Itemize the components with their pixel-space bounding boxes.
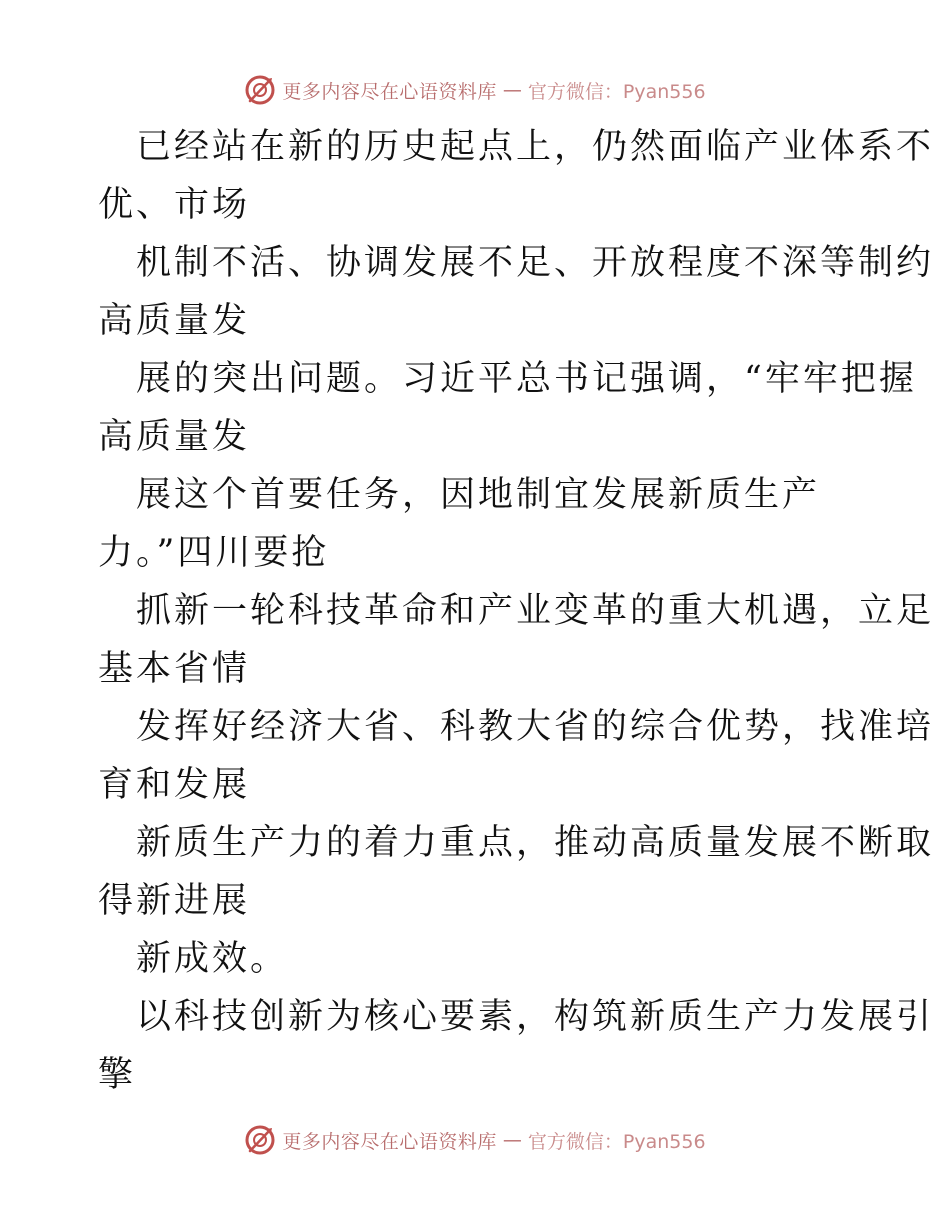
text-line: 展这个首要任务，因地制宜发展新质生产 [136,475,821,515]
text-line: 力。”四川要抢 [98,533,330,573]
text-line: 新成效。 [136,939,289,979]
header-separator: — [502,79,522,101]
library-logo-icon [244,1124,276,1156]
text-line: 已经站在新的历史起点上，仍然面临产业体系不 [136,127,935,167]
text-line: 新质生产力的着力重点，推动高质量发展不断取 [136,823,935,863]
footer-banner [0,1120,950,1160]
text-line: 育和发展 [98,765,251,805]
library-logo-icon [244,74,276,106]
text-line: 优、市场 [98,185,251,225]
text-line: 高质量发 [98,301,251,341]
header-banner [0,70,950,110]
text-line: 基本省情 [98,649,251,689]
header-wechat-text: 官方微信：Pyan556 [527,80,706,103]
text-line: 抓新一轮科技革命和产业变革的重大机遇，立足 [136,591,935,631]
text-line: 发挥好经济大省、科教大省的综合优势，找准培 [136,707,935,747]
text-line: 以科技创新为核心要素，构筑新质生产力发展引 [136,997,935,1037]
footer-separator: — [502,1129,522,1151]
header-site-text: 更多内容尽在心语资料库 [282,80,497,103]
text-line: 高质量发 [98,417,251,457]
footer-wechat-text: 官方微信：Pyan556 [527,1130,706,1153]
document-body [98,118,935,1104]
text-line: 机制不活、协调发展不足、开放程度不深等制约 [136,243,935,283]
text-line: 得新进展 [98,881,251,921]
text-line: 擎 [98,1055,137,1095]
footer-site-text: 更多内容尽在心语资料库 [282,1130,497,1153]
text-line: 展的突出问题。习近平总书记强调，“牢牢把握 [136,359,917,399]
